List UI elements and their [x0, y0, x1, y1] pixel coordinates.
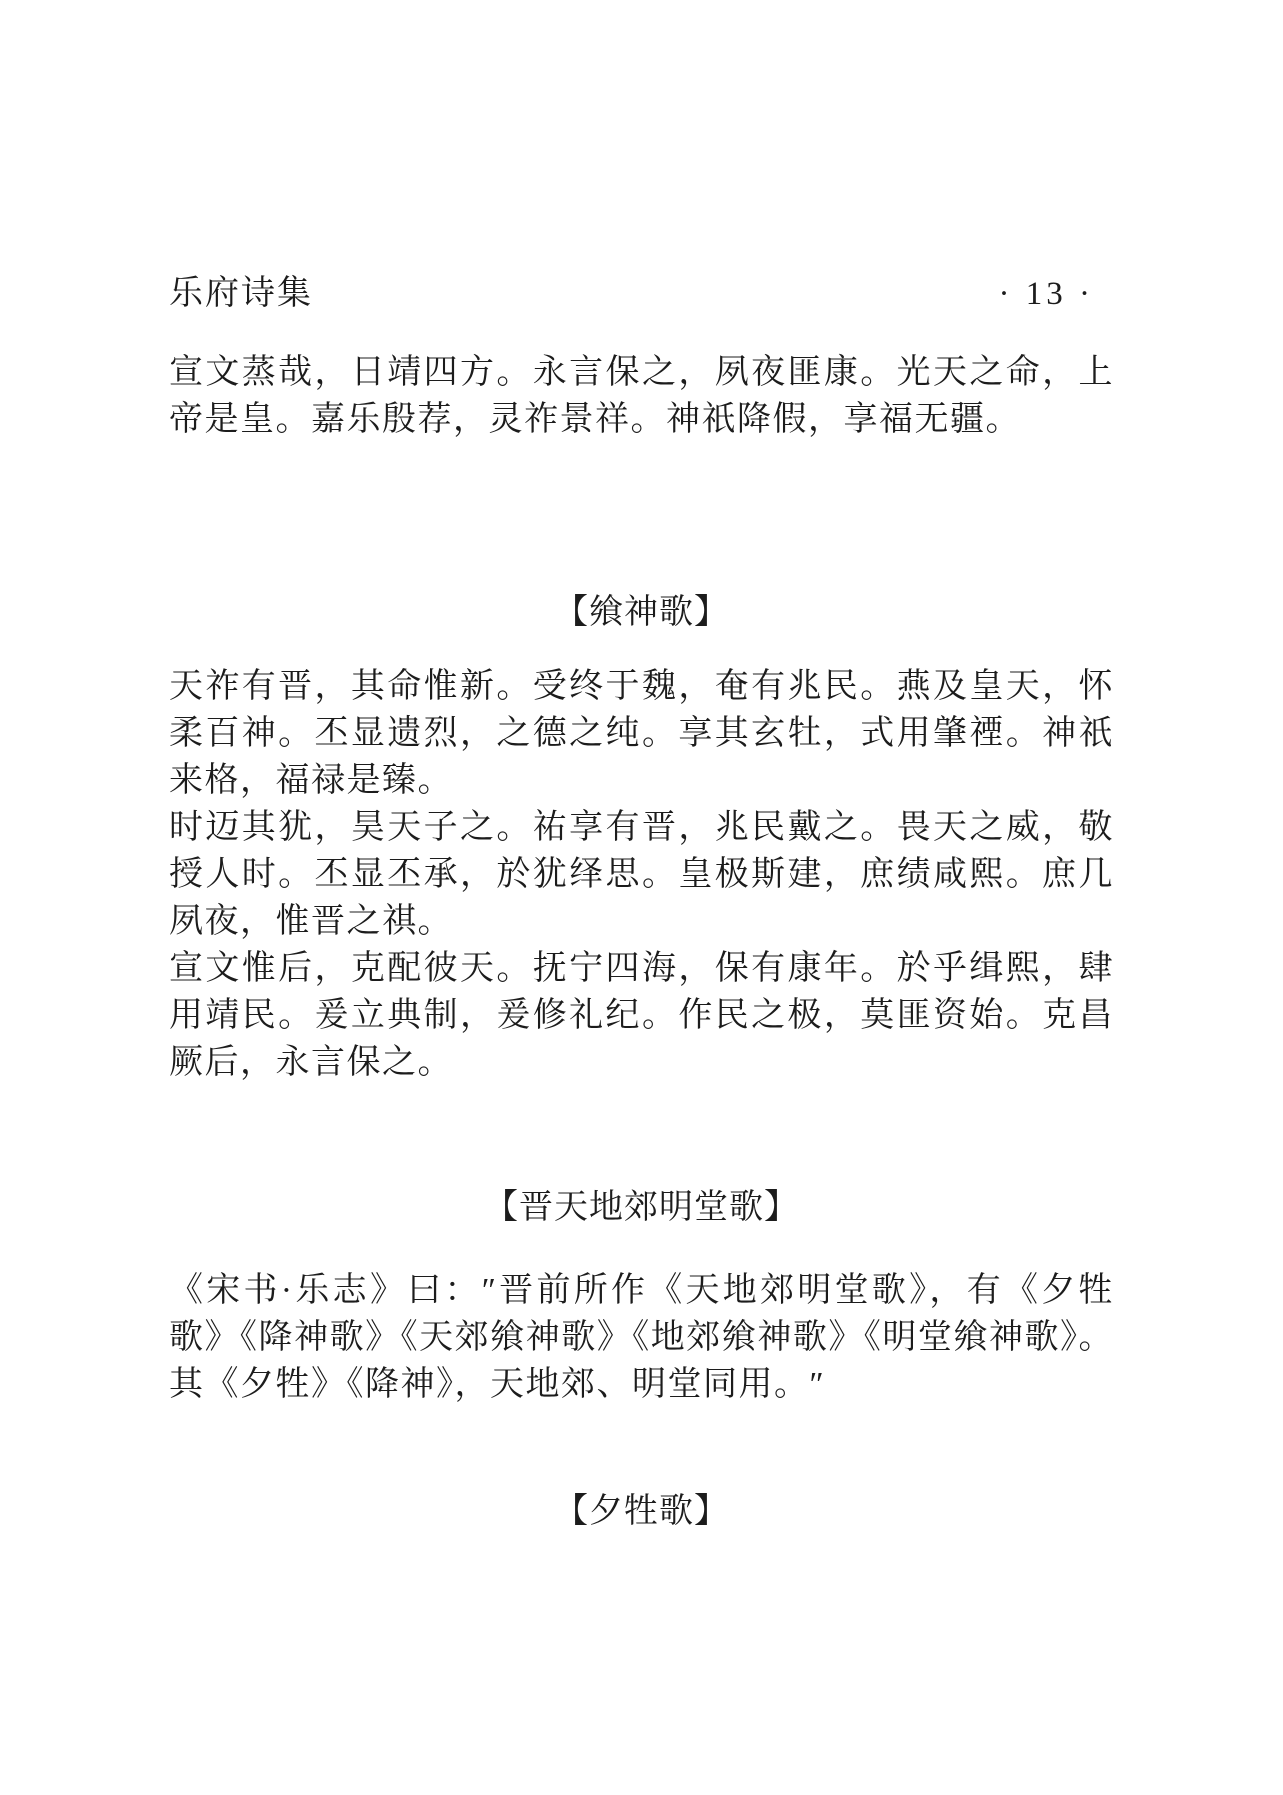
- page-header: [169, 273, 1114, 315]
- poem-xiangshenge: [169, 663, 1114, 1086]
- source-note-paragraph: 《宋书·乐志》曰：″晋前所作《天地郊明堂歌》，有《夕牲歌》《降神歌》《天郊飨神歌》《地郊飨神歌》《明堂飨神歌》。其《夕牲》《降神》，天地郊、明堂同用。″: [169, 1272, 1114, 1403]
- book-title: 乐府诗集: [169, 275, 313, 312]
- poem-stanza: 时迈其犹，昊天子之。祐享有晋，兆民戴之。畏天之威，敬授人时。丕显丕承，於犹绎思。皇极斯建，庶绩咸熙。庶几夙夜，惟晋之祺。: [169, 809, 1114, 940]
- poem-stanza: 宣文惟后，克配彼天。抚宁四海，保有康年。於乎缉熙，肆用靖民。爰立典制，爰修礼纪。作民之极，莫匪资始。克昌厥后，永言保之。: [169, 950, 1114, 1081]
- page-number: · 13 ·: [998, 276, 1094, 312]
- intro-paragraph: 宣文蒸哉，日靖四方。永言保之，夙夜匪康。光天之命，上帝是皇。嘉乐殷荐，灵祚景祥。神祇降假，享福无疆。: [169, 354, 1114, 438]
- poem-stanza: 天祚有晋，其命惟新。受终于魏，奄有兆民。燕及皇天，怀柔百神。丕显遗烈，之德之纯。享其玄牡，式用肇禋。神祇来格，福禄是臻。: [169, 668, 1114, 799]
- section-title-xiangshenge: 【飨神歌】: [554, 594, 729, 631]
- section-title-jin-tiandi-jiao-mingtang-ge: 【晋天地郊明堂歌】: [484, 1189, 799, 1226]
- section-title-xishengge: 【夕牲歌】: [554, 1493, 729, 1530]
- page-content: [169, 0, 1114, 1535]
